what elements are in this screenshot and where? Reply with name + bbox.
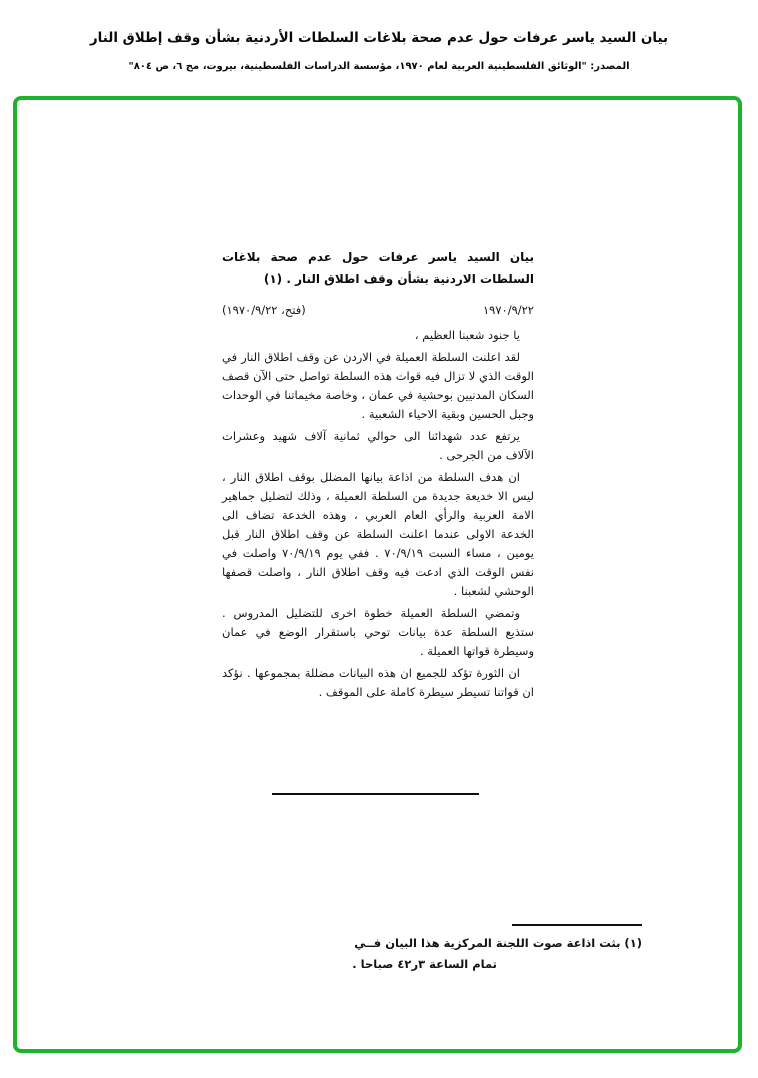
end-of-text-divider [272,793,479,795]
footnote [295,933,642,975]
paragraph: لقد اعلنت السلطة العميلة في الاردن عن وقف اطلاق النار في الوقت الذي لا تزال فيه قوات هذه السلطة تواصل حتى الآن قصف السكان المدنيين بوحشية في عمان ، وخاصة مخيماتنا في الوحدات وجبل الحسين وبقية الاحياء الشعبية . [222,350,534,421]
salutation-line: يا جنود شعبنا العظيم ، [414,328,520,342]
paragraph: وتمضي السلطة العميلة خطوة اخرى للتضليل المدروس . ستذيع السلطة عدة بيانات توحي باستقرار الوضع في عمان وسيطرة قواتها العميلة . [222,606,534,658]
document-title: بيان السيد ياسر عرفات حول عدم صحة بلاغات السلطات الاردنية بشأن وقف اطلاق النار . (١) [222,250,534,286]
footnote-line-2: تمام الساعة ٣ر٤٢ صباحا . [352,957,497,971]
page-title: بيان السيد ياسر عرفات حول عدم صحة بلاغات السلطات الأردنية بشأن وقف إطلاق النار [89,30,669,46]
document-scan [222,246,534,705]
source-citation: المصدر: "الوثائق الفلسطينية العربية لعام ١٩٧٠، مؤسسة الدراسات الفلسطينية، بيروت، مج ٦، ص ٨٠٤" [128,61,630,72]
paragraph: يرتفع عدد شهدائنا الى حوالي ثمانية آلاف شهيد وعشرات الآلاف من الجرحى . [222,429,534,462]
document-body [222,326,534,702]
footnote-separator [512,924,642,926]
document-date: ١٩٧٠/٩/٢٢ [483,303,534,317]
paragraph: ان هدف السلطة من اذاعة بيانها المضلل بوقف اطلاق النار ، ليس الا خديعة جديدة من السلطة العميلة ، وذلك لتضليل جماهير الامة العربية والرأي العام العربي ، وهذه الخدعة تضاف الى الخدعة الاولى عندما اعلنت السلطة عن وقف اطلاق النار قبل يومين ، مساء السبت ٧٠/٩/١٩ . ففي يوم ٧٠/٩/١٩ واصلت في نفس الوقت الذي ادعت فيه وقف اطلاق النار ، واصلت قصفها الوحشي لشعبنا . [222,470,534,598]
footnote-line-1: (١) بثت اذاعة صوت اللجنة المركزية هذا البيان فــي [354,936,642,950]
paragraph: ان الثورة تؤكد للجميع ان هذه البيانات مضللة بمجموعها . نؤكد ان قواتنا تسيطر سيطرة كاملة على الموقف . [222,666,534,699]
document-date-attribution: (فتح، ١٩٧٠/٩/٢٢) [222,303,306,317]
date-row [222,303,534,317]
